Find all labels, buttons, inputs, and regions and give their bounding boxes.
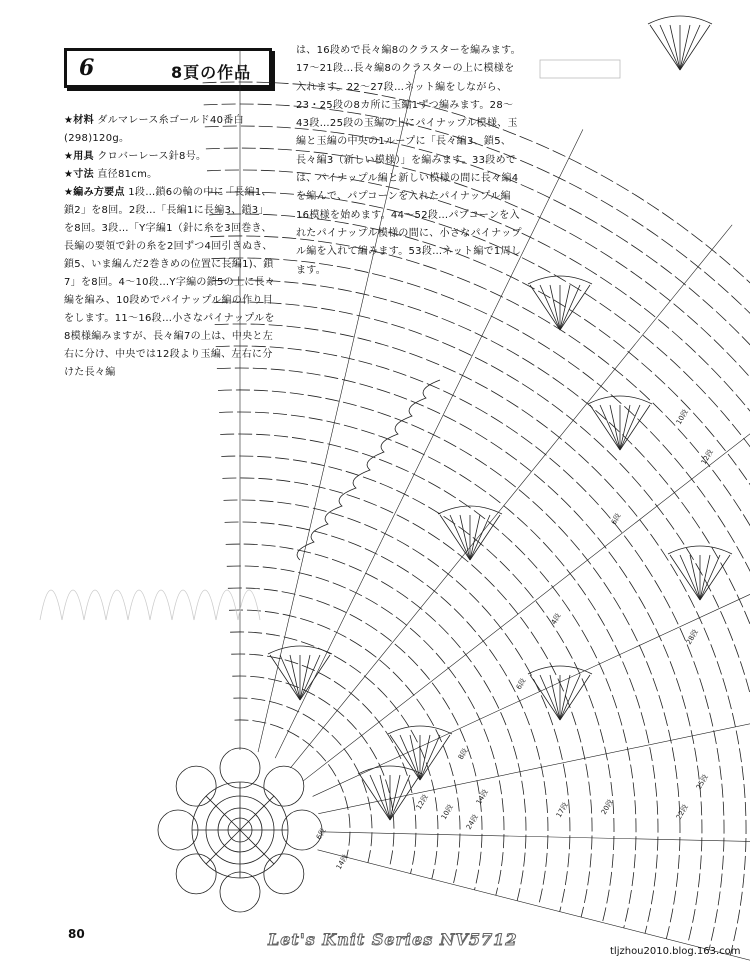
- fan-stitch: [270, 655, 300, 700]
- net-arc: [232, 676, 394, 868]
- fan-top: [528, 276, 592, 284]
- fan-top: [648, 16, 712, 24]
- net-arc: [230, 632, 438, 879]
- faded-lace: [238, 590, 260, 620]
- fan-stitch: [620, 405, 630, 450]
- fan-stitch: [700, 555, 720, 600]
- chart-row-label: 6段: [314, 827, 328, 841]
- radial-guide: [318, 671, 750, 814]
- fan-stitch: [700, 555, 710, 600]
- pattern-number: 6: [79, 55, 95, 81]
- fan-stitch: [410, 735, 420, 780]
- chart-row-label: 12段: [414, 793, 430, 811]
- materials-text: ダルマレース糸ゴールド40番白(298)120g。: [64, 115, 244, 144]
- tools-text: クロバーレース針8号。: [97, 151, 207, 162]
- series-name: Let's Knit Series NV5712: [268, 930, 518, 949]
- faded-lace: [172, 590, 194, 620]
- net-arc: [217, 368, 702, 944]
- faded-lace: [216, 590, 238, 620]
- fan-stitch: [540, 675, 560, 720]
- net-arc: [219, 412, 658, 933]
- page-number: 80: [68, 927, 85, 941]
- fan-stitch: [470, 515, 500, 560]
- size-text: 直径81cm。: [97, 169, 158, 180]
- fan-stitch: [450, 515, 470, 560]
- fan-top: [528, 666, 592, 674]
- fan-top: [268, 646, 332, 654]
- fan-stitch: [670, 555, 700, 600]
- motif-spoke: [206, 796, 240, 830]
- faded-lace: [84, 590, 106, 620]
- net-arc: [227, 566, 504, 895]
- fan-stitch: [440, 515, 470, 560]
- credit-text: tljzhou2010.blog.163.com: [610, 946, 741, 957]
- faded-lace: [40, 590, 62, 620]
- motif-spoke: [240, 796, 274, 830]
- fan-stitch: [290, 655, 300, 700]
- fan-stitch: [360, 775, 390, 820]
- size-label: ★寸法: [64, 169, 94, 180]
- faded-lace: [194, 590, 216, 620]
- fan-stitch: [610, 405, 620, 450]
- fan-stitch: [560, 675, 590, 720]
- fan-stitch: [280, 655, 300, 700]
- net-arc: [224, 500, 570, 912]
- points-label: ★編み方要点: [64, 187, 125, 198]
- fan-stitch: [670, 25, 680, 70]
- faded-lace: [128, 590, 150, 620]
- fan-stitch: [390, 775, 420, 820]
- fan-stitch: [650, 25, 680, 70]
- chart-row-label: 10段: [674, 408, 690, 426]
- chart-row-label: 4段: [549, 612, 563, 626]
- chart-row-label: 24段: [464, 813, 480, 831]
- net-arc: [218, 390, 680, 939]
- fan-stitch: [620, 405, 650, 450]
- net-arc: [222, 478, 592, 917]
- fan-stitch: [560, 675, 580, 720]
- fan-stitch: [600, 405, 620, 450]
- fan-stitch: [560, 285, 590, 330]
- fan-top: [388, 726, 452, 734]
- radial-guide: [275, 129, 583, 758]
- net-arc: [207, 170, 750, 961]
- chart-row-label: 22段: [674, 803, 690, 821]
- chart-row-label: 20段: [599, 798, 615, 816]
- chart-row-label: 14段: [474, 788, 490, 806]
- fan-stitch: [680, 25, 690, 70]
- faded-lace: [150, 590, 172, 620]
- fan-top: [358, 766, 422, 774]
- fan-stitch: [390, 775, 410, 820]
- fan-stitch: [390, 735, 420, 780]
- fan-stitch: [300, 655, 310, 700]
- net-arc: [204, 104, 750, 961]
- chart-row-label: 12段: [699, 448, 715, 466]
- tools-label: ★用具: [64, 151, 94, 162]
- points-text-right: は、16段めで長々編8のクラスターを編みます。17〜21段…長々編8のクラスターの上に模様を入れます。22〜27段…ネット編をしながら、23・25段の8カ所に玉編1ずつ編みます。28〜43段…25段の玉編の上にパイナップル模様、玉編と玉編の中央の1ループに「長々編3、鎖5、長々編3（新しい模様）」を編みます。33段めでは、パイナップル編と新しい模様の間に長々編4を編んで、パプコーンを入れたパイナップル編16模様を始めます。44〜52段…パプコーンを入れたパイナップル模様の間に、小さなパイナップル編を入れて編みます。53段…ネット編で1周します。: [296, 45, 522, 276]
- fan-stitch: [300, 655, 330, 700]
- radial-guide: [290, 225, 732, 768]
- fan-stitch: [680, 25, 710, 70]
- net-arc: [210, 236, 750, 961]
- fan-stitch: [700, 555, 730, 600]
- fan-stitch: [660, 25, 680, 70]
- motif-spoke: [240, 830, 274, 864]
- chart-row-label: 6段: [609, 512, 623, 526]
- fan-stitch: [590, 405, 620, 450]
- chart-row-label: 28段: [684, 628, 700, 646]
- net-arc: [216, 346, 724, 950]
- chart-row-label: 8段: [456, 747, 470, 761]
- fan-stitch: [530, 675, 560, 720]
- net-arc: [229, 610, 460, 884]
- points-text-left: 1段…鎖6の輪の中に「長編1、鎖2」を8回。2段…「長編1に長編3、鎖3」を8回。3段…「Y字編1（針に糸を3回巻き、長編の要領で針の糸を2回ずつ4回引きぬき、鎖5、いま編んだ2巻きめの位置に長編1)、鎖7」を8回。4〜10段…Y字編の鎖5の上に長々編を編み、10段めでパイナップル編の作り目をします。11〜16段…小さなパイナップルを8模様編みますが、長々編7の上は、中央と左右に分け、中央では12段より玉編、左右に分けた長々編: [64, 187, 276, 378]
- faded-lace: [62, 590, 84, 620]
- net-arc: [213, 280, 750, 961]
- chart-row-label: 17段: [554, 801, 570, 819]
- radial-guide: [258, 70, 416, 752]
- motif-spoke: [206, 830, 240, 864]
- fan-stitch: [560, 285, 580, 330]
- materials-label: ★材料: [64, 115, 94, 126]
- fan-top: [668, 546, 732, 554]
- pattern-title: 8頁の作品: [171, 63, 252, 82]
- fan-stitch: [550, 675, 560, 720]
- fan-stitch: [680, 25, 700, 70]
- chart-row-label: 10段: [439, 803, 455, 821]
- chart-row-label: 25段: [694, 773, 710, 791]
- fan-stitch: [530, 285, 560, 330]
- chart-row-labels: [314, 408, 715, 871]
- net-arc: [235, 720, 351, 857]
- radial-guide: [313, 503, 750, 797]
- scallop-edge: [297, 380, 440, 560]
- fan-stitch: [680, 555, 700, 600]
- faded-stamp-box: [540, 60, 620, 78]
- net-arc: [225, 522, 548, 906]
- fan-stitch: [690, 555, 700, 600]
- fan-stitch: [390, 775, 400, 820]
- fan-stitch: [370, 775, 390, 820]
- fan-stitch: [560, 285, 570, 330]
- fan-stitch: [380, 775, 390, 820]
- fan-stitch: [420, 735, 430, 780]
- faded-lace: [106, 590, 128, 620]
- chart-row-label: 6段: [514, 677, 528, 691]
- fan-stitch: [550, 285, 560, 330]
- chart-row-label: 14段: [334, 853, 350, 871]
- radial-guide: [320, 832, 750, 848]
- fan-stitch: [470, 515, 480, 560]
